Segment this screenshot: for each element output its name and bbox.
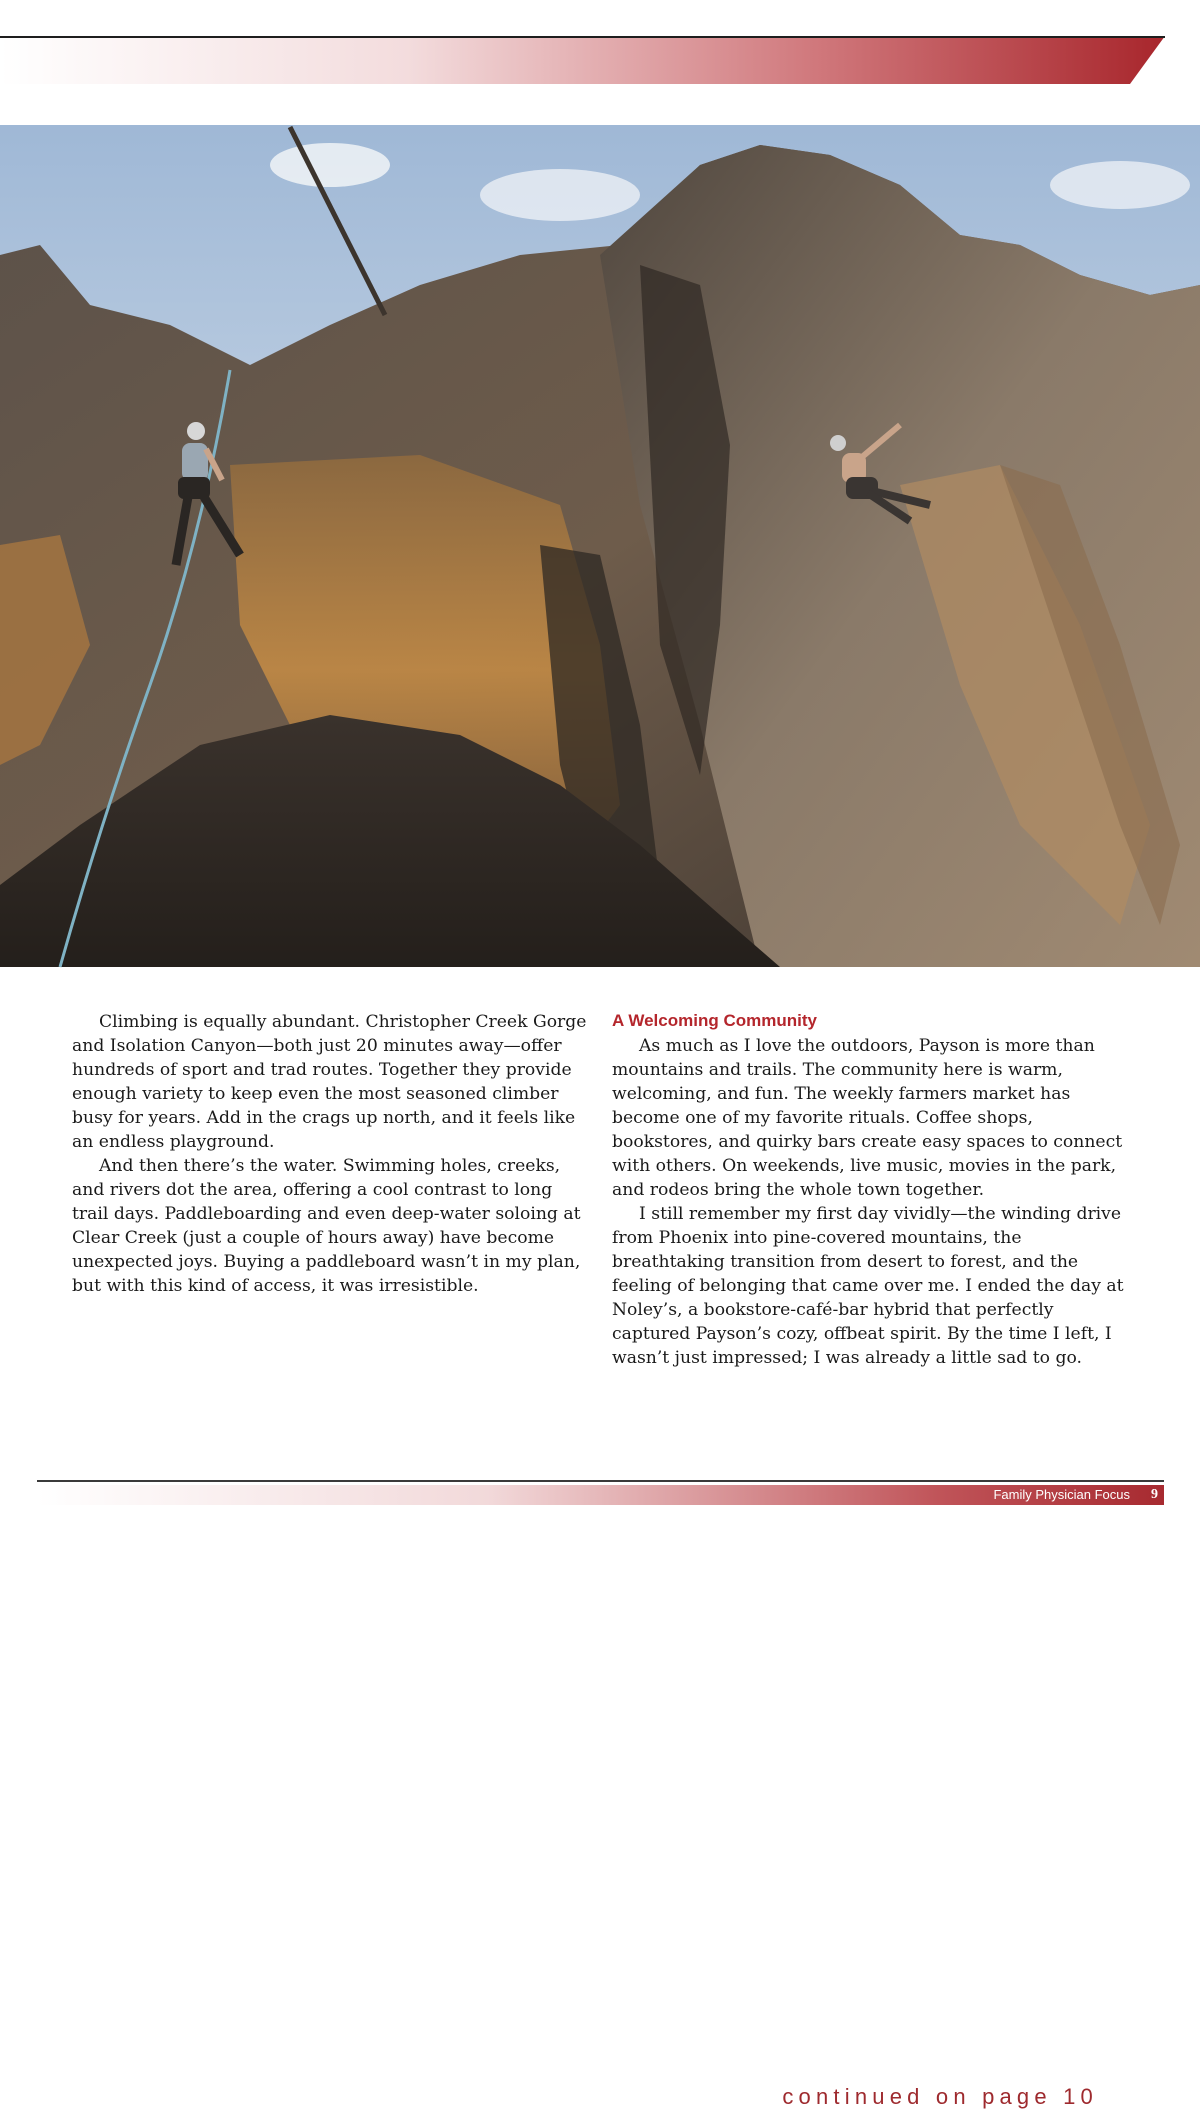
publication-title: Family Physician Focus	[993, 1487, 1130, 1502]
paragraph-first-day: I still remember my first day vividly—the winding drive from Phoenix into pine-covered mountains, the breathtaking transition from desert to forest, and the feeling of belonging that came over me. I ended the day at Noley’s, a bookstore-café-bar hybrid that perfectly captured Payson’s cozy, offbeat spirit. By the time I left, I wasn’t just impressed; I was already a little sad to go.	[612, 1204, 1124, 1368]
paragraph-community: As much as I love the outdoors, Payson is more than mountains and trails. The community here is warm, welcoming, and fun. The weekly farmers market has become one of my favorite rituals. Coffee shops, bookstores, and quirky bars create easy spaces to connect with others. On weekends, live music, movies in the park, and rodeos bring the whole town together.	[612, 1036, 1123, 1200]
paragraph-climbing: Climbing is equally abundant. Christopher Creek Gorge and Isolation Canyon—both just 20 minutes away—offer hundreds of sport and trad routes. Together they provide enough variety to keep even the most seasoned climber busy for years. Add in the crags up north, and it feels like an endless playground.	[72, 1012, 587, 1152]
page-number: 9	[1151, 1487, 1158, 1502]
article-left-column	[72, 1010, 592, 1298]
section-heading: A Welcoming Community	[612, 1011, 817, 1030]
climbing-wall-photo	[0, 125, 1200, 967]
footer-rule	[37, 1480, 1164, 1482]
paragraph-water: And then there’s the water. Swimming holes, creeks, and rivers dot the area, offering a cool contrast to long trail days. Paddleboarding and even deep-water soloing at Clear Creek (just a couple of hours away) have become unexpected joys. Buying a paddleboard wasn’t in my plan, but with this kind of access, it was irresistible.	[72, 1156, 581, 1296]
continued-link[interactable]: continued on page 10	[782, 2084, 1098, 2109]
header-accent-bar	[0, 36, 1200, 86]
